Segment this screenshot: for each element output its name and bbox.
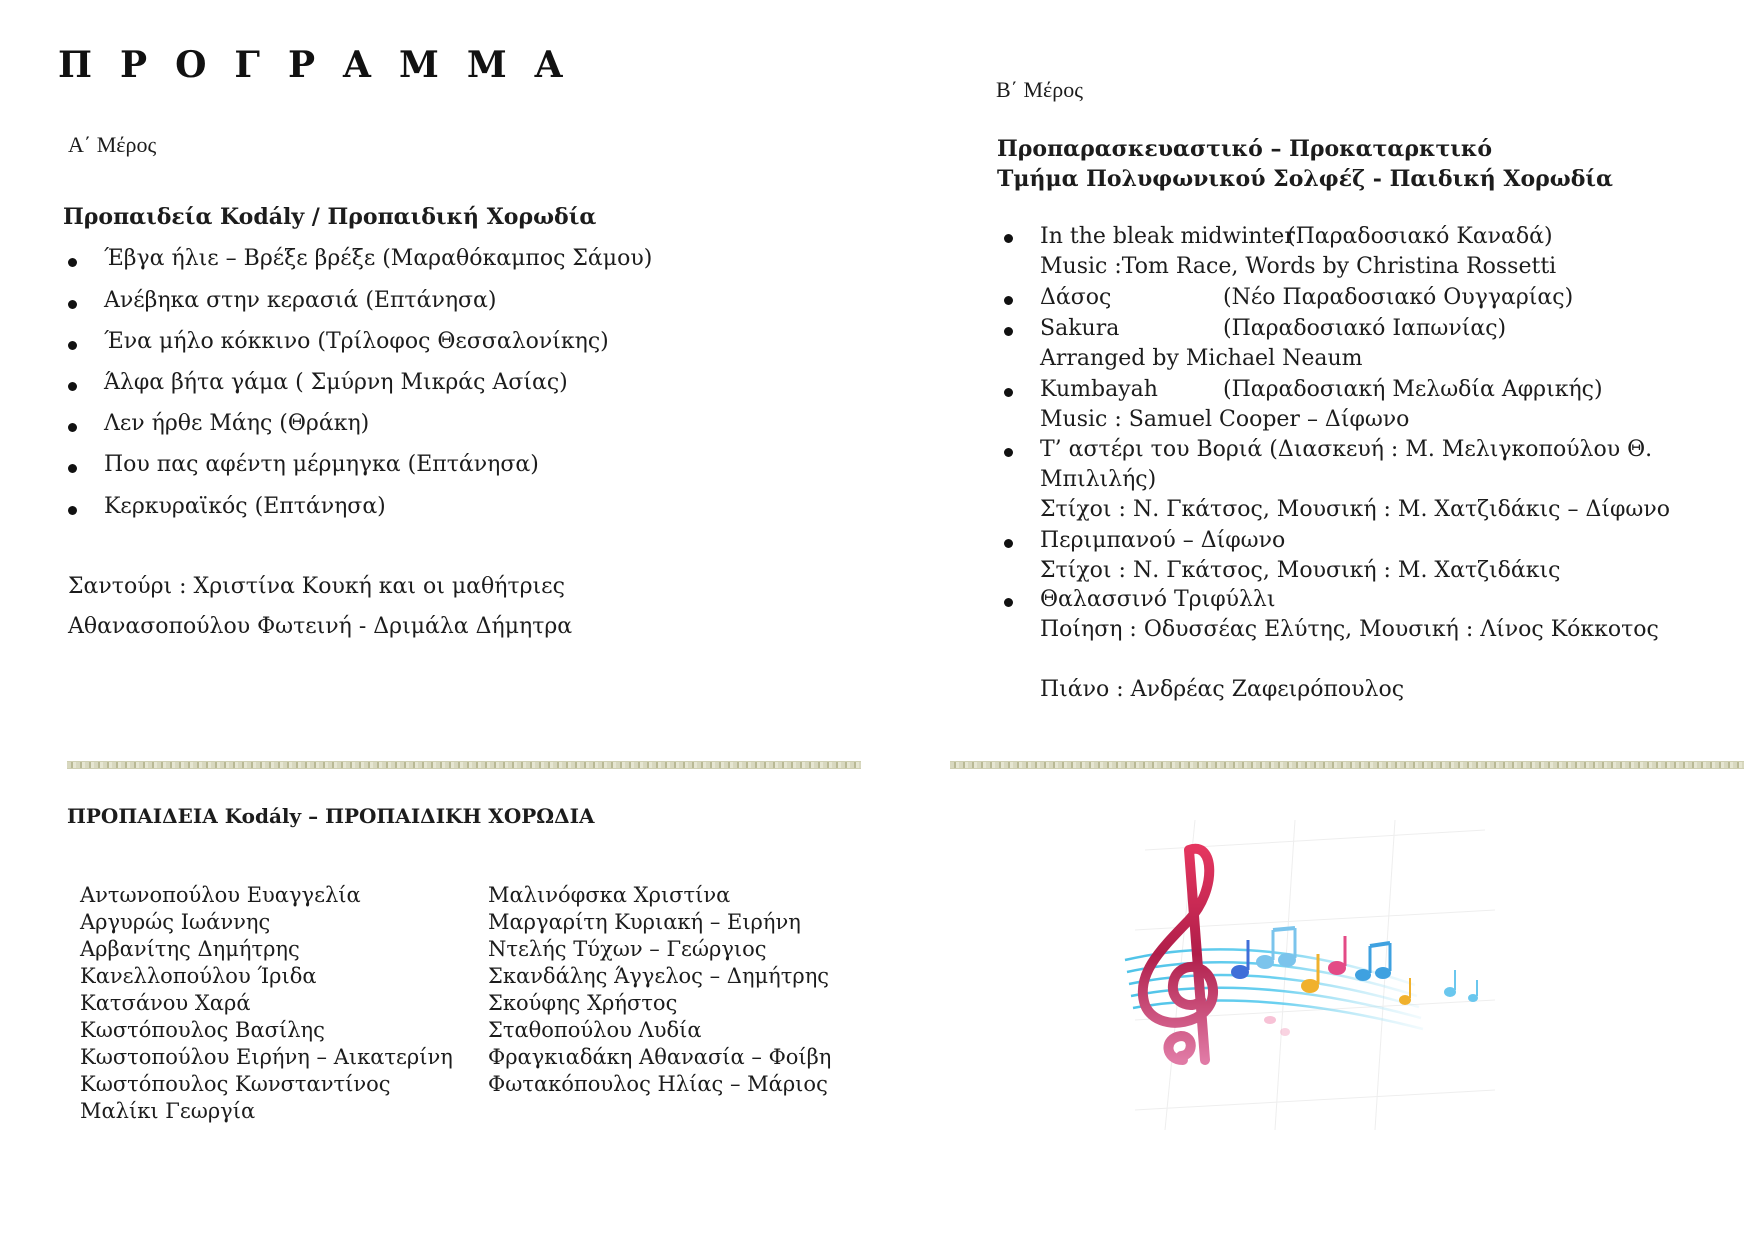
part-b-heading-line2: Τμήμα Πολυφωνικού Σολφέζ - Παιδική Χορωδία (997, 166, 1613, 192)
song-origin: (Παραδοσιακό Καναδά) (1287, 224, 1553, 249)
roster-name: Σταθοπούλου Λυδία (488, 1018, 702, 1042)
bullet-icon (1004, 598, 1013, 607)
bullet-icon (68, 258, 77, 267)
list-item: Ένα μήλο κόκκινο (Τρίλοφος Θεσσαλονίκης) (104, 329, 609, 354)
roster-name: Μαλίκι Γεωργία (80, 1099, 256, 1123)
roster-name: Κωστόπουλος Βασίλης (80, 1018, 325, 1042)
roster-name: Κωστοπούλου Ειρήνη – Αικατερίνη (80, 1045, 453, 1069)
bullet-icon (1004, 327, 1013, 336)
left-divider (67, 761, 861, 769)
bullet-icon (68, 341, 77, 350)
piano-line: Πιάνο : Ανδρέας Ζαφειρόπουλος (1040, 677, 1405, 702)
bullet-icon (68, 300, 77, 309)
bullet-icon (1004, 234, 1013, 243)
part-b-label: Β΄ Μέρος (996, 77, 1083, 102)
part-a-heading: Προπαιδεία Kodály / Προπαιδική Χορωδία (63, 204, 597, 230)
song-credit: Music : Samuel Cooper – Δίφωνο (1040, 407, 1410, 432)
list-item: Λεν ήρθε Μάης (Θράκη) (104, 411, 370, 436)
list-item: Άλφα βήτα γάμα ( Σμύρνη Μικράς Ασίας) (104, 370, 568, 395)
bullet-icon (1004, 296, 1013, 305)
roster-name: Μαργαρίτη Κυριακή – Ειρήνη (488, 910, 801, 934)
song-credit: Στίχοι : Ν. Γκάτσος, Μουσική : Μ. Χατζιδάκις (1040, 558, 1561, 583)
roster-name: Αργυρώς Ιωάννης (80, 910, 271, 934)
song-title: Περιμπανού – Δίφωνο (1040, 528, 1286, 553)
bullet-icon (68, 506, 77, 515)
roster-name: Φωτακόπουλος Ηλίας – Μάριος (488, 1072, 828, 1096)
right-divider (950, 761, 1744, 769)
music-notes-image (1105, 810, 1505, 1140)
roster-name: Μαλινόφσκα Χριστίνα (488, 883, 731, 907)
song-credit: Music :Tom Race, Words by Christina Rossetti (1040, 254, 1557, 279)
song-origin: (Παραδοσιακή Μελωδία Αφρικής) (1223, 377, 1603, 402)
song-origin: (Παραδοσιακό Ιαπωνίας) (1223, 316, 1507, 341)
roster-name: Ντελής Τύχων – Γεώργιος (488, 937, 767, 961)
song-credit: Στίχοι : Ν. Γκάτσος, Μουσική : Μ. Χατζιδάκις – Δίφωνο (1040, 497, 1670, 522)
roster-name: Φραγκιαδάκη Αθανασία – Φοίβη (488, 1045, 832, 1069)
song-title: In the bleak midwinter (1040, 224, 1295, 249)
list-item: Ανέβηκα στην κερασιά (Επτάνησα) (104, 288, 497, 313)
part-a-label: Α΄ Μέρος (68, 132, 157, 157)
part-b-heading-line1: Προπαρασκευαστικό – Προκαταρκτικό (997, 136, 1493, 162)
roster-name: Κωστόπουλος Κωνσταντίνος (80, 1072, 391, 1096)
bullet-icon (1004, 388, 1013, 397)
song-origin: (Νέο Παραδοσιακό Ουγγαρίας) (1223, 285, 1574, 310)
bullet-icon (1004, 448, 1013, 457)
roster-name: Αντωνοπούλου Ευαγγελία (80, 883, 361, 907)
song-credit: Ποίηση : Οδυσσέας Ελύτης, Μουσική : Λίνος Κόκκοτος (1040, 617, 1659, 642)
bullet-icon (68, 382, 77, 391)
song-credit: Arranged by Michael Neaum (1040, 346, 1363, 371)
bullet-icon (68, 464, 77, 473)
song-title: Τ’ αστέρι του Βοριά (Διασκευή : Μ. Μελιγκοπούλου Θ. (1040, 437, 1653, 462)
list-item: Έβγα ήλιε – Βρέξε βρέξε (Μαραθόκαμπος Σάμου) (104, 246, 653, 271)
roster-name: Αρβανίτης Δημήτρης (80, 937, 300, 961)
song-title: Sakura (1040, 316, 1120, 341)
bullet-icon (1004, 539, 1013, 548)
song-credit: Μπιλιλής) (1040, 467, 1157, 492)
page-title: ΠΡΟΓΡΑΜΜΑ (58, 44, 591, 86)
song-title: Θαλασσινό Τριφύλλι (1040, 587, 1276, 612)
song-title: Δάσος (1040, 285, 1112, 310)
roster-name: Κατσάνου Χαρά (80, 991, 251, 1015)
santouri-students-line: Αθανασοπούλου Φωτεινή - Δριμάλα Δήμητρα (68, 614, 573, 639)
santouri-line: Σαντούρι : Χριστίνα Κουκή και οι μαθήτριες (68, 574, 565, 599)
song-title: Kumbayah (1040, 377, 1158, 402)
bullet-icon (68, 423, 77, 432)
list-item: Που πας αφέντη μέρμηγκα (Επτάνησα) (104, 452, 539, 477)
roster-heading: ΠΡΟΠΑΙΔΕΙΑ Kodály – ΠΡΟΠΑΙΔΙΚΗ ΧΟΡΩΔΙΑ (67, 804, 595, 828)
roster-name: Κανελλοπούλου Ίριδα (80, 964, 317, 988)
roster-name: Σκούφης Χρήστος (488, 991, 678, 1015)
list-item: Κερκυραϊκός (Επτάνησα) (104, 494, 386, 519)
roster-name: Σκανδάλης Άγγελος – Δημήτρης (488, 964, 830, 988)
